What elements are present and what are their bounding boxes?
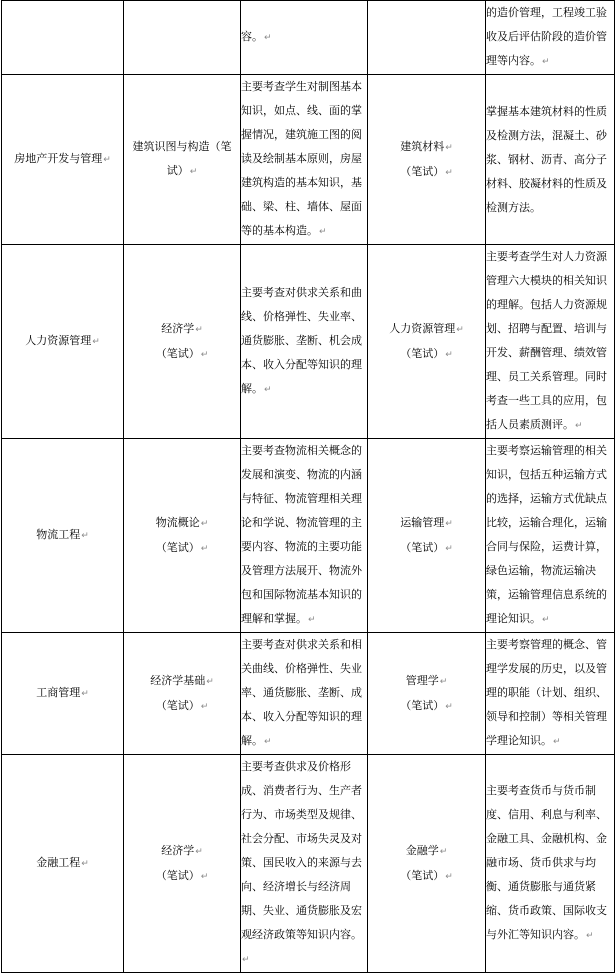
subject2-cell	[368, 439, 486, 633]
desc1-cell: 主要考查物流相关概念的发展和演变、物流的内涵与特征、物流管理相关理论和学说、物流管理的主要内容、物流的主要功能及管理方法展开、物流外包和国际物流基本知识的理解和掌握。↵	[241, 439, 368, 633]
subject2-cell	[368, 633, 486, 755]
subject-type: （笔试）↵	[400, 164, 453, 178]
subject1-cell	[124, 1, 241, 75]
subject-name: 建筑识图与构造（笔	[132, 140, 232, 153]
subject-name: 人力资源管理↵	[389, 321, 464, 335]
major-cell: 房地产开发与管理↵	[2, 75, 124, 245]
subject2-cell	[368, 1, 486, 75]
subject-type: （笔试）↵	[155, 868, 209, 882]
subject1-cell	[124, 755, 241, 973]
major-cell: 物流工程↵	[2, 439, 124, 633]
desc1-cell: 主要考查对供求关系和相关曲线、价格弹性、失业率、通货膨胀、垄断、成本、收入分配等知识的理解。↵	[241, 633, 368, 755]
subject-name: 建筑材料↵	[400, 139, 453, 153]
desc2-cell: 主要考察管理的概念、管理学发展的历史，以及管理的职能（计划、组织、领导和控制）等相关管理学理论知识。↵	[486, 633, 615, 755]
subject2-cell	[368, 755, 486, 973]
subject-name: 经济学基础↵	[150, 673, 214, 687]
table-row	[2, 245, 615, 439]
subject1-cell	[124, 75, 241, 245]
subject-name: 经济学↵	[161, 843, 203, 857]
table-row	[2, 439, 615, 633]
subject-name: 经济学↵	[161, 321, 203, 335]
subject-type: （笔试）↵	[400, 346, 453, 360]
table-row	[2, 1, 615, 75]
desc1-cell: 主要考查供求及价格形成、消费者行为、生产者行为、市场类型及规律、社会分配、市场失灵及对策、国民收入的来源与去向、经济增长与经济周期、失业、通货膨胀及宏观经济政策等知识内容。↵	[241, 755, 368, 973]
exam-subjects-table	[1, 0, 615, 973]
major-cell: 人力资源管理↵	[2, 245, 124, 439]
major-cell: 工商管理↵	[2, 633, 124, 755]
subject-type: （笔试）↵	[155, 346, 209, 360]
subject2-cell	[368, 75, 486, 245]
desc2-cell: 主要考查学生对人力资源管理六大模块的相关知识的理解。包括人力资源规划、招聘与配置、培训与开发、薪酬管理、绩效管理、员工关系管理。同时考查一些工具的应用，包括人员素质测评。↵	[486, 245, 615, 439]
major-cell: 金融工程↵	[2, 755, 124, 973]
desc1-cell: 主要考查对供求关系和曲线、价格弹性、失业率、通货膨胀、垄断、机会成本、收入分配等知识的理解。↵	[241, 245, 368, 439]
subject-type: （笔试）↵	[400, 868, 453, 882]
subject-name: 物流概论↵	[155, 515, 209, 529]
desc2-cell: 掌握基本建筑材料的性质及检测方法，混凝土、砂浆、钢材、沥青、高分子材料、胶凝材料的性质及检测方法。	[486, 75, 615, 245]
subject-type: 试）↵	[166, 164, 198, 177]
table-row	[2, 755, 615, 973]
desc2-cell: 主要考察运输管理的相关知识，包括五种运输方式的选择，运输方式优缺点比较，运输合理化，运输合同与保险，运费计算，绿色运输，物流运输决策，运输管理信息系统的理论知识。↵	[486, 439, 615, 633]
subject1-cell	[124, 633, 241, 755]
desc1-cell: 主要考查学生对制图基本知识，如点、线、面的掌握情况，建筑施工图的阅读及绘制基本原则，房屋建筑构造的基本知识，基础、梁、柱、墙体、屋面等的基本构造。↵	[241, 75, 368, 245]
subject-name: 管理学↵	[405, 673, 448, 687]
subject-type: （笔试）↵	[400, 540, 453, 554]
table-row	[2, 633, 615, 755]
subject-name: 运输管理↵	[400, 515, 453, 529]
subject-name: 金融学↵	[405, 843, 448, 857]
desc1-cell: 容。↵	[241, 1, 368, 75]
desc2-cell: 的造价管理，工程竣工验收及后评估阶段的造价管理等内容。↵	[486, 1, 615, 75]
subject1-cell	[124, 439, 241, 633]
subject1-cell	[124, 245, 241, 439]
table-row	[2, 75, 615, 245]
subject2-cell	[368, 245, 486, 439]
major-cell	[2, 1, 124, 75]
subject-type: （笔试）↵	[155, 698, 209, 712]
desc2-cell: 主要考查货币与货币制度、信用、利息与利率、金融工具、金融机构、金融市场、货币供求与均衡、通货膨胀与通货紧缩、货币政策、国际收支与外汇等知识内容。↵	[486, 755, 615, 973]
subject-type: （笔试）↵	[400, 698, 453, 712]
subject-type: （笔试）↵	[155, 540, 209, 554]
